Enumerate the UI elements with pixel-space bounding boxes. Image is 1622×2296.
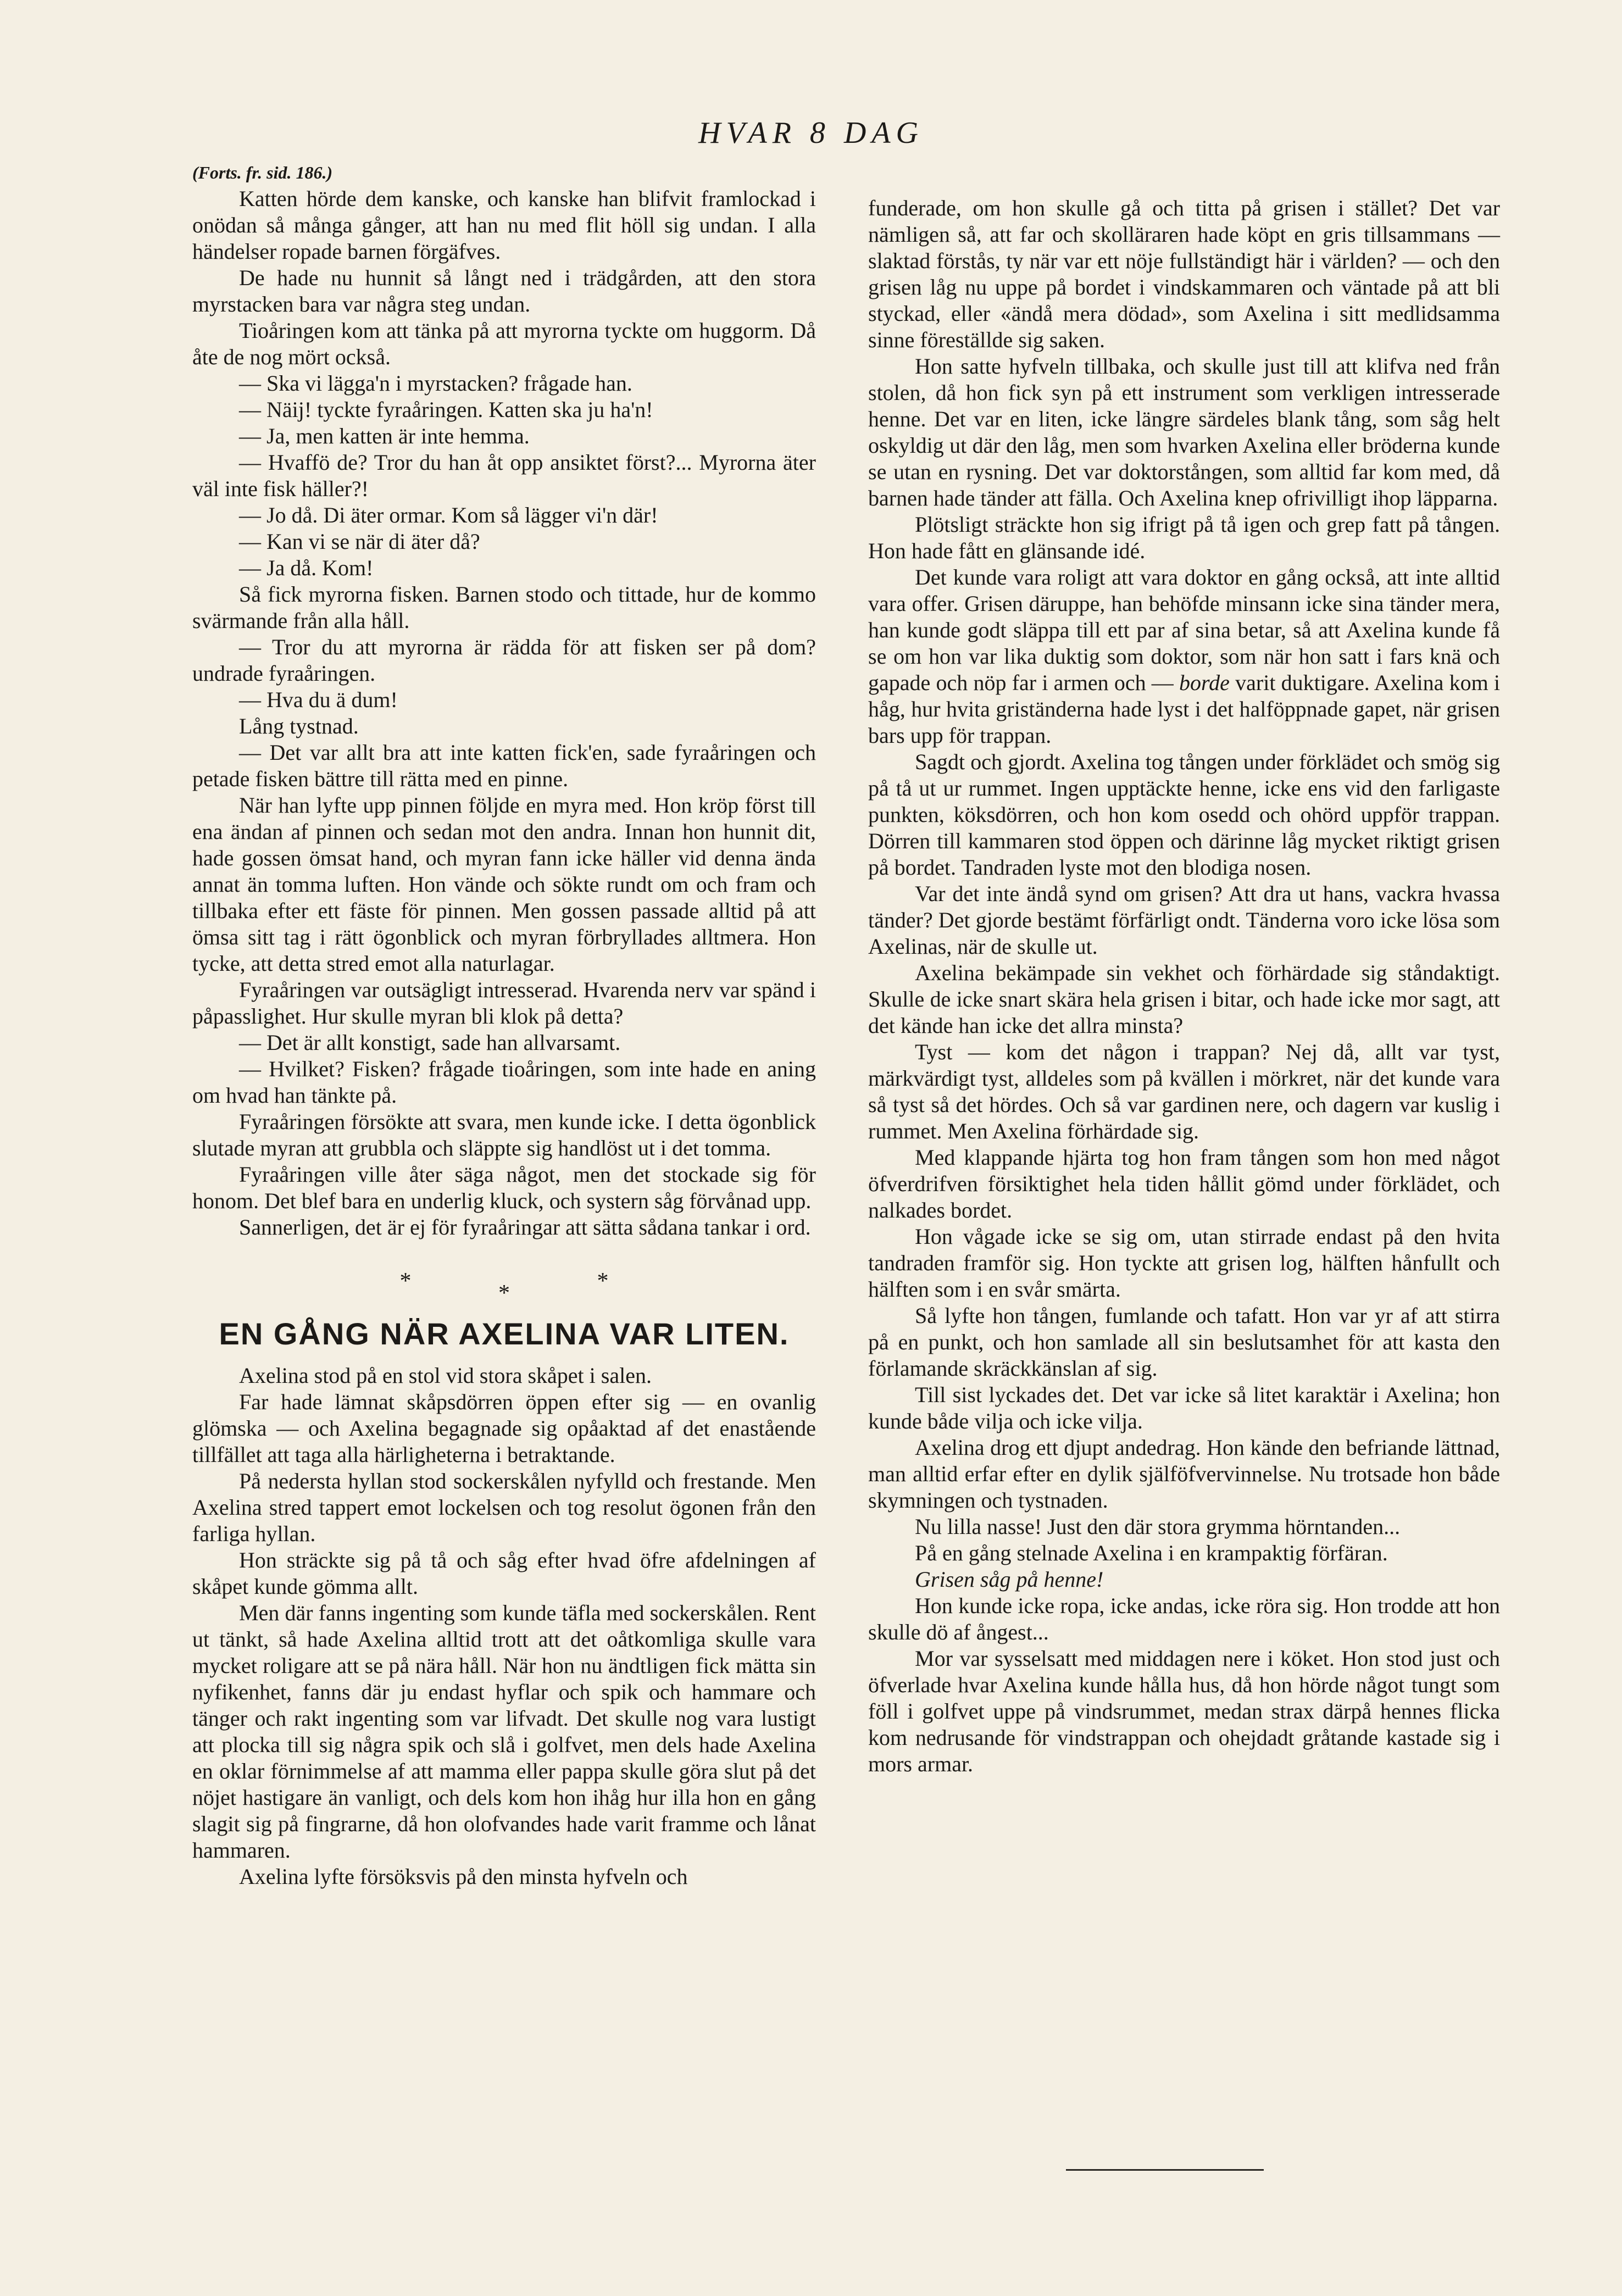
end-rule [1066,2169,1264,2171]
section-asterisms [399,1268,609,1306]
left-paragraphs-before-break [192,186,816,1241]
paragraph: — Hvaffö de? Tror du han åt opp ansiktet först?... Myrorna äter väl inte fisk häller?! [192,450,816,501]
paragraph: Hon kunde icke ropa, icke andas, icke röra sig. Hon trodde att hon skulle dö af ångest... [868,1593,1500,1644]
paragraph-text: Det kunde vara roligt att vara doktor en gång också, att inte alltid vara offer. Grisen däruppe, han behöfde minsann icke sina tänder mera, han kunde godt släppa till ett par af sina betar, så att Axelina kunde få se om hon var lika duktig som doktor, som när hon satt i fars knä och gapade och nöp far i armen och — [868,565,1500,695]
paragraph [868,1566,1500,1593]
paragraph: Axelina drog ett djupt andedrag. Hon kände den befriande lättnad, man alltid erfar efter en dylik själföfvervinnelse. Nu trotsade hon både skymningen och tystnaden. [868,1435,1500,1513]
paragraph: Så fick myrorna fisken. Barnen stodo och tittade, hur de kommo svärmande från alla håll. [192,582,816,633]
paragraph: — Näij! tyckte fyraåringen. Katten ska ju ha'n! [239,397,653,422]
paragraph: — Det var allt bra att inte katten fick'en, sade fyraåringen och petade fisken bättre till rätta med en pinne. [192,740,816,791]
paragraph: Axelina lyfte försöksvis på den minsta hyfveln och [239,1864,688,1889]
paragraph: Fyraåringen var outsägligt intresserad. Hvarenda nerv var spänd i påpasslighet. Hur skulle myran bli klok på detta? [192,977,816,1029]
paragraph: Hon vågade icke se sig om, utan stirrade endast på den hvita tandraden framför sig. Hon tyckte att grisen log, hälften hånfullt och hälften som i en svår smärta. [868,1224,1500,1302]
running-header: HVAR 8 DAG [698,116,924,150]
paragraph: Axelina stod på en stol vid stora skåpet i salen. [239,1363,652,1388]
paragraph: Mor var sysselsatt med middagen nere i köket. Hon stod just och öfverlade hvar Axelina kunde hålla hus, då hon hörde något tungt som föll i golfvet uppe på vindsrummet, medan strax därpå hennes flicka kom nedrusande för vindstrappan och ohejdadt gråtande kastade sig i mors armar. [868,1646,1500,1776]
paragraph: Men där fanns ingenting som kunde täfla med sockerskålen. Rent ut tänkt, så hade Axelina alltid trott att det oåtkomliga skulle vara mycket roligare att se på nära håll. När hon nu ändtligen fick mätta sin nyfikenhet, fanns där ju endast hyflar och spik och hammare och tänger och rakt ingenting som var lifvadt. Det skulle nog vara lustigt att plocka till sig några spik och slå i golfvet, men dels hade Axelina en oklar förnimmelse af att mamma eller pappa skulle göra slut på det nöjet hastigare än vanligt, och dels kom hon ihåg hur illa hon en gång slagit sig på fingrarne, då hon olofvandes hade varit framme och lånat hammaren. [192,1600,816,1863]
paragraph: — Hvilket? Fisken? frågade tioåringen, som inte hade en aning om hvad han tänkte på. [192,1057,816,1108]
continued-note: (Forts. fr. sid. 186.) [192,163,333,182]
paragraph: Fyraåringen ville åter säga något, men det stockade sig för honom. Det blef bara en underlig kluck, och systern såg förvånad upp. [192,1162,816,1213]
paragraph: På en gång stelnade Axelina i en krampaktig förfäran. [915,1541,1388,1565]
paragraph: Lång tystnad. [239,714,359,738]
paragraph: — Ja då. Kom! [239,555,374,580]
paragraph: Med klappande hjärta tog hon fram tången som hon med något öfverdrifven försiktighet hela tiden hållit gömd under förklädet, och nalkades bordet. [868,1145,1500,1222]
paragraph: Axelina bekämpade sin vekhet och förhärdade sig ståndaktigt. Skulle de icke snart skära hela grisen i bitar, och hade icke mor sagt, att det kände han icke det allra minsta? [868,960,1500,1038]
asterism-2: * [498,1281,510,1306]
paragraph: Far hade lämnat skåpsdörren öppen efter sig — en ovanlig glömska — och Axelina begagnade sig opåaktad af det enastående tillfället att taga alla härligheterna i betraktande. [192,1389,816,1467]
paragraph: När han lyfte upp pinnen följde en myra med. Hon kröp först till ena ändan af pinnen och sedan mot den andra. Innan hon hunnit dit, hade gossen ömsat hand, och myran fann icke häller vid denna ända annat än tomma luften. Hon vände och sökte rundt om och fram och tillbaka efter ett fäste för pinnen. Men gossen passade alltid på att ömsa sitt tag i rätt ögonblick och myran förbryllades alltmera. Hon tycke, att detta stred emot alla naturlagar. [192,793,816,976]
paragraph: De hade nu hunnit så långt ned i trädgården, att den stora myrstacken bara var några steg undan. [192,265,816,316]
paragraph: Katten hörde dem kanske, och kanske han blifvit framlockad i onödan så många gånger, att han nu med flit höll sig undan. I alla händelser ropade barnen förgäfves. [192,186,816,264]
paragraph-text: varit duktigare. Axelina kom i håg, hur hvita griständerna hade lyst i det halföppnade gapet, när grisen bars upp för trappan. [868,670,1501,748]
paragraph: Till sist lyckades det. Det var icke så litet karaktär i Axelina; hon kunde både vilja och icke vilja. [868,1382,1500,1433]
paragraph: — Jo då. Di äter ormar. Kom så lägger vi'n där! [239,503,658,527]
paragraph: Sannerligen, det är ej för fyraåringar att sätta sådana tankar i ord. [239,1215,811,1239]
paragraph: På nedersta hyllan stod sockerskålen nyfylld och frestande. Men Axelina stred tappert emot lockelsen och tog resolut ögonen från den farliga hyllan. [192,1469,816,1546]
left-column [192,159,816,1890]
paragraph: Hon sträckte sig på tå och såg efter hvad öfre afdelningen af skåpet kunde gömma allt. [192,1548,816,1599]
paragraph: Nu lilla nasse! Just den där stora grymma hörntanden... [915,1514,1401,1539]
paragraph: — Hva du ä dum! [239,687,398,712]
paragraph: — Kan vi se när di äter då? [239,529,480,554]
story-title: EN GÅNG NÄR AXELINA VAR LITEN. [219,1316,790,1351]
paragraph: — Tror du att myrorna är rädda för att fisken ser på dom? undrade fyraåringen. [192,635,816,686]
paragraph: — Det är allt konstigt, sade han allvarsamt. [239,1030,621,1055]
emphasis-text: borde [1179,670,1230,695]
asterism-1: * [399,1269,412,1294]
paragraph: Var det inte ändå synd om grisen? Att dra ut hans, vackra hvassa tänder? Det gjorde bestämt förfärligt ondt. Tänderna voro icke lösa som Axelinas, när de skulle ut. [868,881,1500,959]
paragraph [868,564,1500,749]
paragraph: Sagdt och gjordt. Axelina tog tången under förklädet och smög sig på tå ut ur rummet. Ingen upptäckte henne, icke ens vid den farligaste punkten, köksdörren, och hon kom osedd och ohörd uppför trappan. Dörren till kammaren stod öppen och därinne låg mycket riktigt grisen på bordet. Tandraden lyste mot den blodiga nosen. [868,749,1500,880]
emphasis-text: Grisen såg på henne! [915,1567,1104,1592]
right-column [868,195,1500,1777]
asterism-3: * [597,1269,609,1294]
paragraph: Så lyfte hon tången, fumlande och tafatt. Hon var yr af att stirra på en punkt, och hon samlade all sin beslutsamhet för att kasta den förlamande skräckkänslan af sig. [868,1303,1500,1381]
paragraph: Plötsligt sträckte hon sig ifrigt på tå igen och grep fatt på tången. Hon hade fått en glänsande idé. [868,512,1500,563]
paragraph: Tyst — kom det någon i trappan? Nej då, allt var tyst, märkvärdigt tyst, alldeles som på kvällen i mörkret, när det kunde vara så tyst så det hördes. Och så var gardinen nere, och dagern var kuslig i rummet. Men Axelina förhärdade sig. [868,1039,1500,1143]
paragraph: — Ja, men katten är inte hemma. [239,424,530,448]
paragraph: Fyraåringen försökte att svara, men kunde icke. I detta ögonblick slutade myran att grubbla och släppte sig handlöst ut i det tomma. [192,1109,816,1160]
paragraph: Tioåringen kom att tänka på att myrorna tyckte om huggorm. Då åte de nog mört också. [192,318,816,369]
paragraph: Hon satte hyfveln tillbaka, och skulle just till att klifva ned från stolen, då hon fick syn på ett instrument som verkligen intresserade henne. Det var en liten, icke längre särdeles blank tång, som såg helt oskyldig ut där den låg, men som hvarken Axelina eller bröderna kunde se utan en rysning. Det var doktorstången, som alltid far kom med, då barnen hade tänder att fälla. Och Axelina knep ofrivilligt ihop läpparna. [868,354,1500,510]
left-paragraphs-after-title [192,1363,816,1890]
paragraph: funderade, om hon skulle gå och titta på grisen i stället? Det var nämligen så, att far och skolläraren hade köpt en gris tillsammans — slaktad förstås, ty när var ett nöje fullständigt här i världen? — och den grisen låg nu uppe på bordet i vindskammaren och väntade på att bli styckad, eller «ändå mera dödad», som Axelina i sitt medlidsamma sinne föreställde sig saken. [868,196,1500,352]
paragraph: — Ska vi lägga'n i myrstacken? frågade han. [239,371,632,396]
